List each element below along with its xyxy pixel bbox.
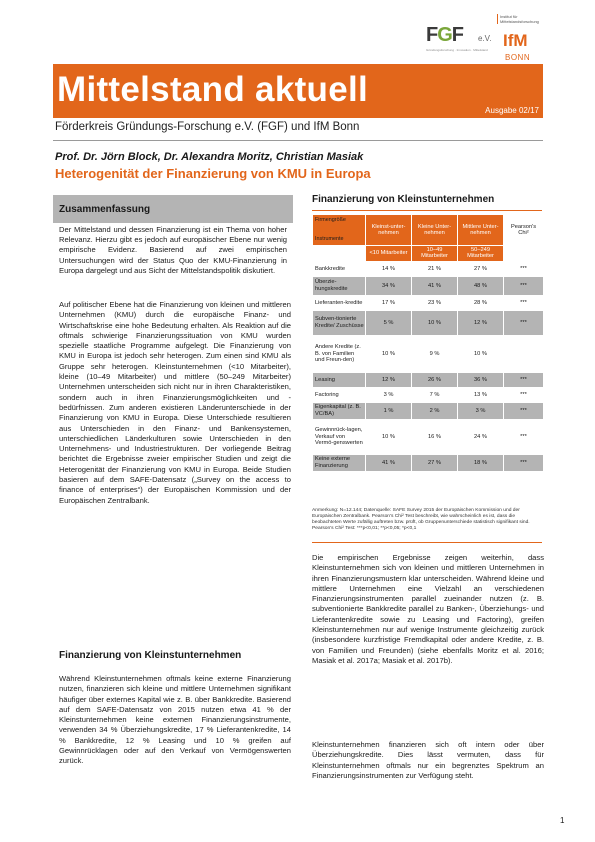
- table-row-label: Andere Kredite (z. B. von Familien und Freun-den): [313, 336, 365, 372]
- table-cell-value: 17 %: [366, 296, 411, 310]
- masthead-banner: [53, 64, 543, 118]
- ifm-logo-name: IfM: [503, 31, 528, 50]
- table-cell-value: 27 %: [458, 262, 503, 276]
- table-row: [313, 277, 543, 295]
- table-row: [313, 403, 543, 419]
- fgf-logo-suffix: e.V.: [478, 34, 492, 43]
- body-paragraph-3: Die empirischen Ergebnisse zeigen weiterhin, dass Kleinstunternehmen sich von kleinen und mittleren Unternehmen in ihren Finanzierungsmustern klar unterscheiden. Während kleine und mittlere Unternehmen eine Vielzahl an verschiedenen Finanzierungsinstrumenten parallel zueinander nutzen (z. B. subventionierte Bankkredite parallel zu Banken-, Überziehungs- und Lieferantenkredite sowie zu Leasing und Factoring), greifen Kleinstunternehmen nur auf wenige Instrumente gleichzeitig zurück (insbesondere kurzfristige Fremdkapital oder andere Kredite, z. B. von Familien und Freunden) (siehe ebenfalls Moritz et al. 2016; Masiak et al. 2017a; Masiak et al. 2017b).: [312, 553, 544, 665]
- table-cell-value: 28 %: [458, 296, 503, 310]
- table-cell-value: 3 %: [458, 403, 503, 419]
- table-subheader: <10 Mitarbeiter: [366, 246, 411, 261]
- table-row-label: Subven-tionierte Kredite/ Zuschüsse: [313, 311, 365, 335]
- table-row: [313, 296, 543, 310]
- table-corner-bottom: Instrumente: [315, 235, 344, 242]
- page-number: 1: [560, 816, 565, 825]
- table-row: [313, 388, 543, 402]
- table-header: Kleine Unter-nehmen: [412, 215, 457, 245]
- masthead-title: Mittelstand aktuell: [57, 70, 369, 109]
- table-title-rule: [312, 210, 542, 211]
- table-row-label: Leasing: [313, 373, 365, 387]
- table-row: [313, 262, 543, 276]
- table-row-label: Bankkredite: [313, 262, 365, 276]
- ifm-logo: [493, 14, 541, 64]
- body-paragraph-1: Auf politischer Ebene hat die Finanzierung von kleinen und mittleren Unternehmen (KMU) durch die europäische Finanz- und Wirtschaftskrise eine hohe Bedeutung erhalten. Als Reaktion auf die oftmals schwierige Finanzierungssituation von KMU wurden spezielle staatliche Programme aufgelegt. Die Finanzierung von KMU in Europa ist jedoch sehr heterogen. Zum einen sind KMU als Gruppe sehr heterogen. Kleinstunternehmen (<10 Mitarbeiter), kleine (10–49 Mitarbeiter) und mittlere (50–249 Mitarbeiter) Unternehmen unterscheiden sich nicht nur in ihren Charakteristiken, sondern auch in ihren Finanzierungsmöglichkeiten und -bedürfnissen. Zum anderen existieren Länderunterschiede in der Finanzierung von KMU in Europa. Diese Unterschiede resultieren aus Unterschieden in den Finanz- und Bankensystemen, unterschiedlichen Länderkulturen sowie Unterschieden in den Unternehmens- und Industriestrukturen. Der vorliegende Beitrag berichtet die Ergebnisse zweier empirischer Studien und zeigt die Heterogenität der Finanzierung von KMU in Europa. Beide Studien basieren auf dem SAFE-Datensatz („Survey on the access to finance of enterprises“) der Europäischen Kommission und der Europäischen Zentralbank.: [59, 300, 291, 505]
- table-subheader: 50–249 Mitarbeiter: [458, 246, 503, 261]
- table-cell-significance: ***: [504, 311, 543, 335]
- section-heading-microenterprises: Finanzierung von Kleinstunternehmen: [59, 650, 242, 661]
- table-cell-value: 2 %: [412, 403, 457, 419]
- table-cell-value: 21 %: [412, 262, 457, 276]
- table-cell-value: 36 %: [458, 373, 503, 387]
- table-corner-cell: [313, 215, 365, 245]
- table-cell-value: 24 %: [458, 420, 503, 454]
- table-row-label: Keine externe Finanzierung: [313, 455, 365, 471]
- table-title: Finanzierung von Kleinstunternehmen: [312, 194, 495, 205]
- table-row-label: Lieferanten-kredite: [313, 296, 365, 310]
- table-cell-value: 16 %: [412, 420, 457, 454]
- fgf-logo-tagline: Gründungsforschung · Innovation · Mittelstand: [426, 48, 488, 52]
- table-corner-top: Firmengröße: [315, 217, 346, 223]
- table-cell-significance: ***: [504, 262, 543, 276]
- table-header: Pearson's Chi²: [504, 215, 543, 245]
- table-row-label: Eigenkapital (z. B. VC/BA): [313, 403, 365, 419]
- table-cell-value: 9 %: [412, 336, 457, 372]
- table-cell-significance: ***: [504, 420, 543, 454]
- table-row: [313, 336, 543, 372]
- table-cell-significance: [504, 336, 543, 372]
- table-cell-value: 41 %: [412, 277, 457, 295]
- table-cell-value: 18 %: [458, 455, 503, 471]
- fgf-logo: [426, 22, 492, 58]
- article-title: Heterogenität der Finanzierung von KMU in Europa: [55, 166, 371, 181]
- table-row-label: Gewinnrück-lagen, Verkauf von Vermö-genswerten: [313, 420, 365, 454]
- body-paragraph-4: Kleinstunternehmen finanzieren sich oft intern oder über Überziehungskredite. Dies lässt vermuten, dass für Kleinstunternehmen oftmals nur ein begrenztes Spektrum an Finanzierungsinstrumenten zur Verfügung steht.: [312, 740, 544, 780]
- table-row: [313, 455, 543, 471]
- table-cell-significance: ***: [504, 296, 543, 310]
- financing-table: [312, 214, 542, 472]
- table-cell-value: 3 %: [366, 388, 411, 402]
- table-cell-significance: ***: [504, 403, 543, 419]
- summary-box: [53, 195, 293, 291]
- table-subheader: 10–49 Mitarbeiter: [412, 246, 457, 261]
- issue-label: Ausgabe 02/17: [485, 106, 539, 115]
- table-cell-value: 12 %: [366, 373, 411, 387]
- table-header: Kleinst-unter-nehmen: [366, 215, 411, 245]
- header-divider: [53, 140, 543, 141]
- table-row: [313, 373, 543, 387]
- table-cell-value: 34 %: [366, 277, 411, 295]
- table-cell-value: 5 %: [366, 311, 411, 335]
- table-row-label: Factoring: [313, 388, 365, 402]
- ifm-logo-institute: Institut für Mittelstandsforschung: [497, 14, 544, 24]
- body-paragraph-2: Während Kleinstunternehmen oftmals keine externe Finanzierung nutzen, finanzieren sich kleine und mittlere Unternehmen signifikant häufiger über externes Kapital wie z. B. über Bankkredite. Basierend auf dem SAFE-Datensatz von 2015 nutzen etwa 41 % der Kleinstunternehmen keine externen Finanzierungsinstrumente, verwenden 34 % Überziehungskredite, 17 % Lieferantenkredite, 14 % Bankkredite, 12 % Leasing und 10 % greifen auf Gewinnrücklagen oder auf den Verkauf von Vermögenswerten zurück.: [59, 674, 291, 766]
- summary-heading: Zusammenfassung: [59, 204, 151, 215]
- table-cell-significance: ***: [504, 277, 543, 295]
- table-cell-value: 48 %: [458, 277, 503, 295]
- fgf-logo-word: FGF: [426, 24, 463, 46]
- table-cell-value: 7 %: [412, 388, 457, 402]
- authors: Prof. Dr. Jörn Block, Dr. Alexandra Moritz, Christian Masiak: [55, 151, 364, 163]
- table-cell-value: 10 %: [366, 420, 411, 454]
- table-bottom-rule: [312, 542, 542, 543]
- table-header: Mittlere Unter-nehmen: [458, 215, 503, 245]
- table-cell-value: 12 %: [458, 311, 503, 335]
- table-cell-value: 23 %: [412, 296, 457, 310]
- table-row: [313, 420, 543, 454]
- table-row: [313, 311, 543, 335]
- ifm-logo-city: BONN: [505, 53, 531, 62]
- table-cell-significance: ***: [504, 388, 543, 402]
- summary-header: [53, 195, 293, 223]
- table-cell-value: 10 %: [366, 336, 411, 372]
- table-subheader-blank: [313, 246, 365, 261]
- table-note: Anmerkung: N=12.144; Datenquelle: SAFE Survey 2015 der Europäischen Kommission und der Europäischen Zentralbank. Pearson's Chi² Test beschreibt, wie wahrscheinlich es ist, dass die beobachteten Werte zufällig auftreten bzw. prüft, ob Gruppenunterschiede statistisch signifikant sind. Pearson's Chi² Test: ***p<0,01; **p<0,05; *p<0,1: [312, 508, 530, 532]
- table-cell-value: 10 %: [458, 336, 503, 372]
- table-row-label: Überzie-hungskredite: [313, 277, 365, 295]
- table-cell-value: 27 %: [412, 455, 457, 471]
- table-subheader: [504, 246, 543, 261]
- table-cell-value: 1 %: [366, 403, 411, 419]
- table-cell-value: 14 %: [366, 262, 411, 276]
- publisher-line: Förderkreis Gründungs-Forschung e.V. (FGF) und IfM Bonn: [55, 121, 360, 133]
- summary-text: Der Mittelstand und dessen Finanzierung ist ein Thema von hoher Relevanz. Hierzu gibt es jedoch auf europäischer Ebene nur wenig empirische Evidenz. Basierend auf zwei empirischen Untersuchungen wird der Status Quo der KMU-Finanzierung in Europa dargelegt und aus Sicht der Mittelstandspolitik diskutiert.: [59, 225, 287, 275]
- table-cell-value: 10 %: [412, 311, 457, 335]
- table-cell-value: 26 %: [412, 373, 457, 387]
- table-cell-significance: ***: [504, 455, 543, 471]
- table-cell-value: 13 %: [458, 388, 503, 402]
- table-cell-value: 41 %: [366, 455, 411, 471]
- table-cell-significance: ***: [504, 373, 543, 387]
